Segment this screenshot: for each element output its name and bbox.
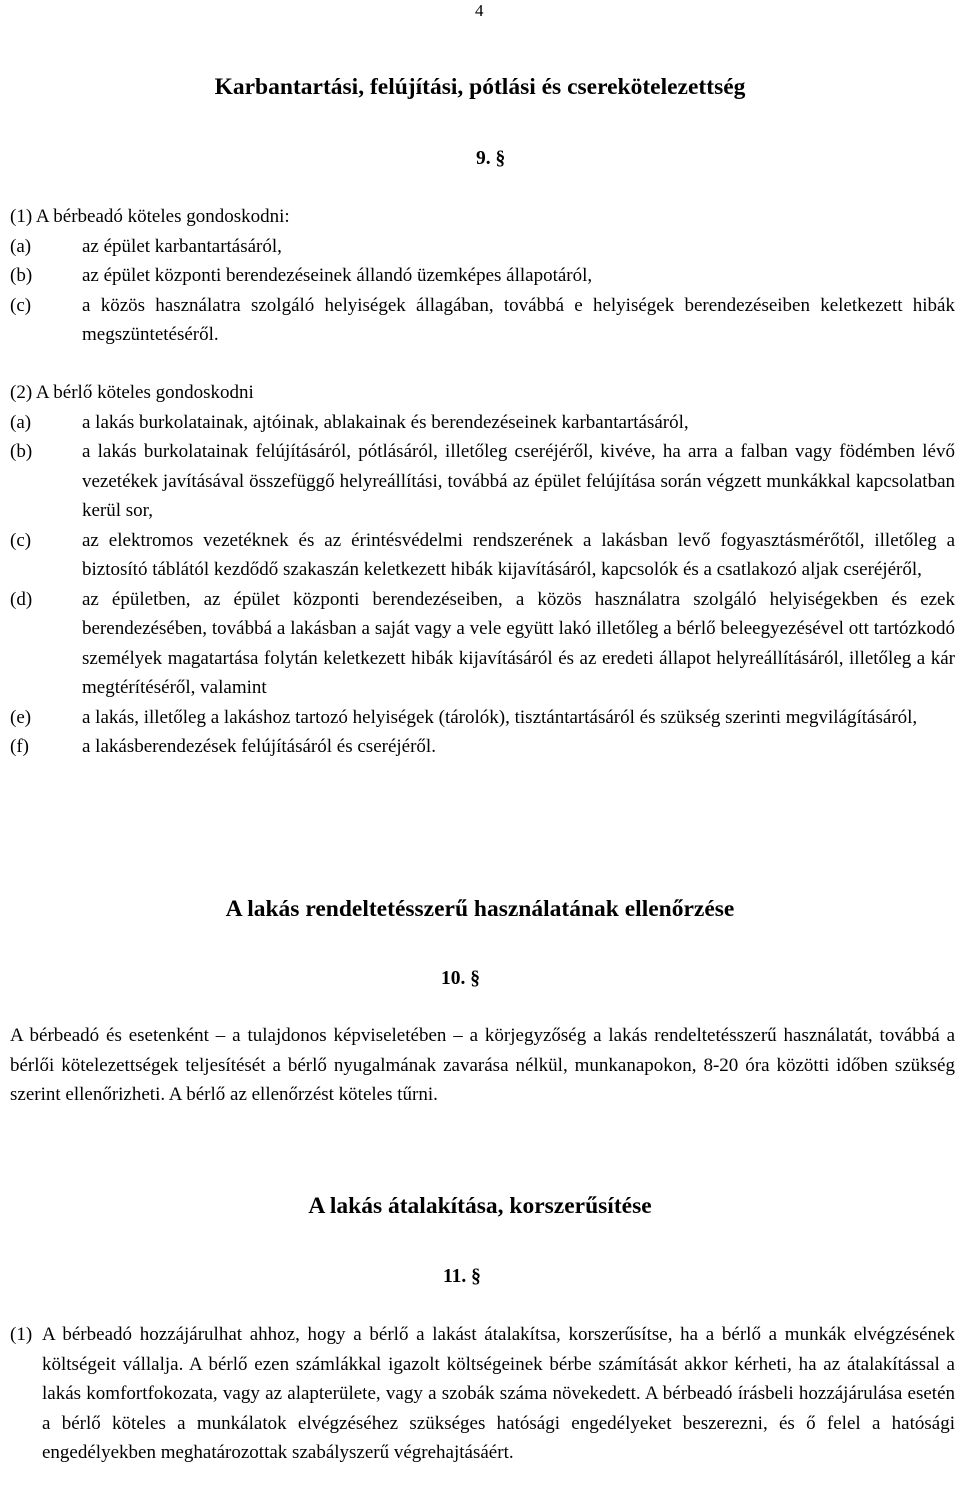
list-item: (a) a lakás burkolatainak, ajtóinak, ablakainak és berendezéseinek karbantartásáról, bbox=[10, 411, 689, 433]
list-item: (f) a lakásberendezések felújításáról és cseréjéről. bbox=[10, 736, 436, 757]
list-item: (b) az épület központi berendezéseinek állandó üzemképes állapotáról, bbox=[10, 265, 593, 286]
heading-conversion: A lakás átalakítása, korszerűsítése bbox=[308, 1193, 652, 1219]
clause-11-1: (1) A bérbeadó hozzájárulhat ahhoz, hogy a bérlő a lakást átalakítsa, korszerűsítse, ha a bérlő a munkák elvégzésének költségeit vállalja. A bérlő ezen számlákkal igazolt költségeinek bérbe számítását akkor kérheti, ha az átalakítással a lakás komfortfokozata, vagy az alapterülete, vagy a szobák száma növekedett. A bérbeadó írásbeli hozzájárulása esetén a bérlő köteles a munkálatok elvégzéséhez szükséges hatósági engedélyeket beszerezni, és ő felel a hatósági engedélyekben meghatározottak szabályszerű végrehajtásáért. bbox=[10, 1324, 955, 1463]
heading-maintenance: Karbantartási, felújítási, pótlási és cserekötelezettség bbox=[214, 74, 746, 100]
list-item: (c) a közös használatra szolgáló helyiségek állagában, továbbá e helyiségek berendezéseiben keletkezett hibák megszüntetéséről. bbox=[10, 294, 955, 345]
section-number-10: 10. § bbox=[441, 968, 480, 989]
page-number: 4 bbox=[475, 1, 484, 20]
section-10-paragraph: A bérbeadó és esetenként – a tulajdonos képviseletében – a körjegyzőség a lakás rendeltetésszerű használatát, továbbá a bérlői kötelezettségek teljesítését a bérlő nyugalmának zavarása nélkül, munkanapokon, 8-20 óra közötti időben szükség szerint ellenőrizheti. A bérlő az ellenőrzést köteles tűrni. bbox=[10, 1025, 955, 1105]
clause-9-2 bbox=[10, 378, 955, 762]
list-item: (d) az épületben, az épület központi berendezéseiben, a közös használatra szolgáló helyiségekben és ezek berendezésében, továbbá a lakásban a saját vagy a vele együtt lakó illetőleg a bérlő beleegyezésével ott tartózkodó személyek magatartása folytán keletkezett hibák kijavításáról és az eredeti állapot helyreállításáról, illetőleg a kár megtérítéséről, valamint bbox=[10, 588, 955, 698]
list-item: (b) a lakás burkolatainak felújításáról, pótlásáról, illetőleg cseréjéről, kivéve, ha arra a falban vagy födémben lévő vezetékek javításával összefüggő helyreállítási, továbbá az épület felújítása során végzett munkákkal kapcsolatban kerül sor, bbox=[10, 441, 955, 521]
clause-9-1-intro: (1) A bérbeadó köteles gondoskodni: bbox=[10, 206, 290, 227]
list-item: (c) az elektromos vezetéknek és az érintésvédelmi rendszerének a lakásban levő fogyasztásmérőtől, illetőleg a biztosító táblától kezdődő szakaszán keletkezett hibák kijavításáról, kapcsolók és a csatlakozó aljak cseréjéről, bbox=[10, 529, 955, 580]
heading-inspection: A lakás rendeltetésszerű használatának ellenőrzése bbox=[225, 896, 735, 922]
list-item: (a) az épület karbantartásáról, bbox=[10, 235, 282, 257]
clause-9-2-intro: (2) A bérlő köteles gondoskodni bbox=[10, 382, 254, 403]
list-item: (e) a lakás, illetőleg a lakáshoz tartozó helyiségek (tárolók), tisztántartásáról és szükség szerinti megvilágításáról, bbox=[10, 706, 918, 728]
section-number-9: 9. § bbox=[476, 148, 506, 169]
clause-9-1 bbox=[10, 202, 955, 350]
section-number-11: 11. § bbox=[443, 1266, 481, 1287]
